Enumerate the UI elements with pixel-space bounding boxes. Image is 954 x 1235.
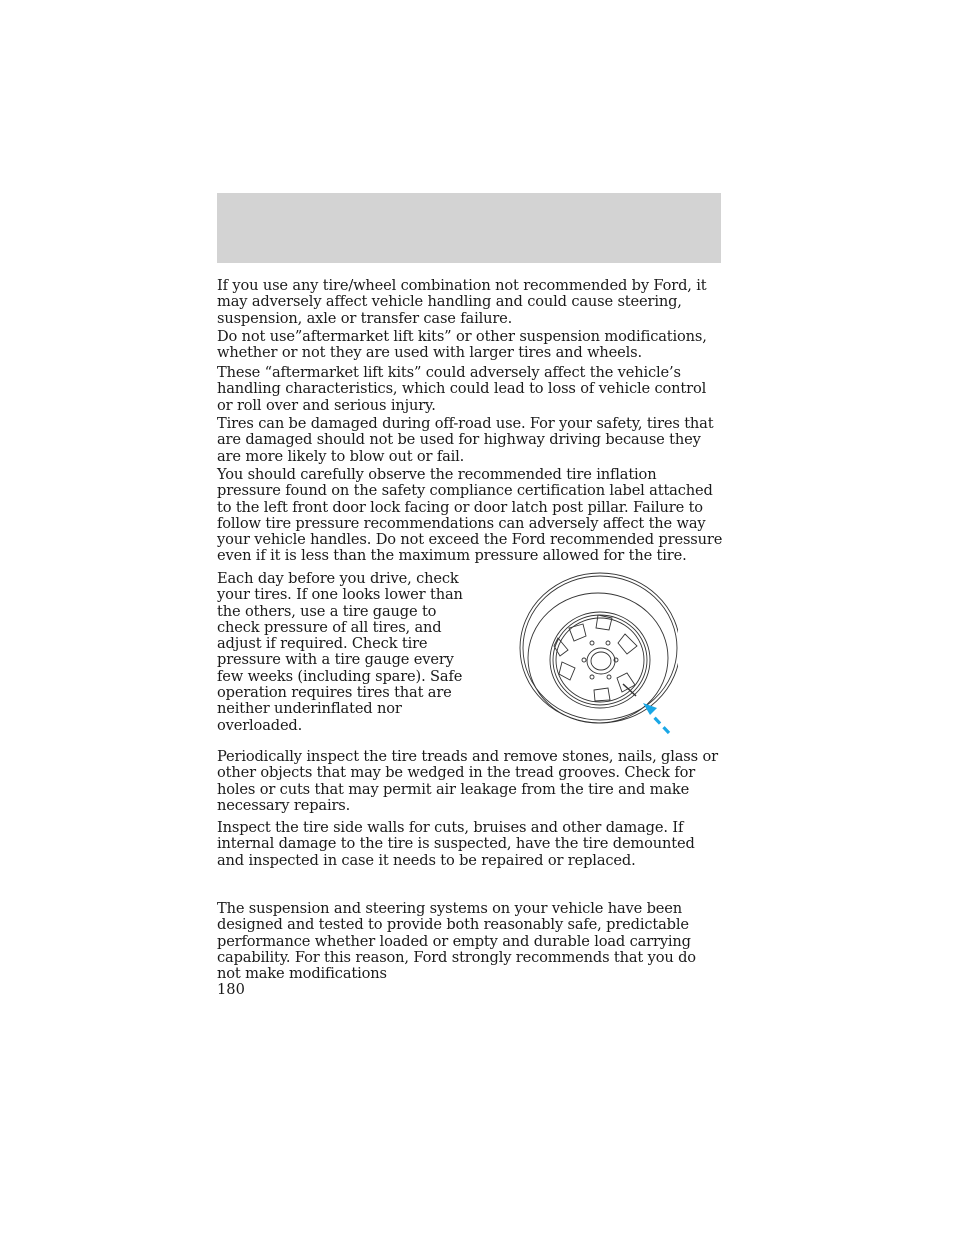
paragraph-tire-combination: If you use any tire/wheel combination not recommended by Ford, it may adversely affect vehicle handling and could cause steering, suspension, axle or transfer case failure. xyxy=(217,277,707,327)
page-number: 180 xyxy=(217,981,245,998)
paragraph-inflation-pressure: You should carefully observe the recommended tire inflation pressure found on the safety compliance certification label attached to the left front door lock facing or door latch post pillar. Failure to follow tire pressure recommendations can adversely affect the way your vehicle handles. Do not exceed the Ford recommended pressure even if it is less than the maximum pressure allowed for the tire. xyxy=(217,466,723,565)
paragraph-off-road-damage: Tires can be damaged during off-road use. For your safety, tires that are damaged should not be used for highway driving because they are more likely to blow out or fail. xyxy=(217,415,714,465)
tire-valve-stem-icon xyxy=(512,568,678,736)
paragraph-tread-inspection: Periodically inspect the tire treads and remove stones, nails, glass or other objects that may be wedged in the tread grooves. Check for holes or cuts that may permit air leakage from the tire and make necessary repairs. xyxy=(217,748,718,814)
paragraph-daily-check: Each day before you drive, check your tires. If one looks lower than the others, use a tire gauge to check pressure of all tires, and adjust if required. Check tire pressure with a tire gauge every few weeks (including spare). Safe operation requires tires that are neither underinflated nor overloaded. xyxy=(217,570,463,734)
tire-illustration xyxy=(512,568,678,736)
paragraph-lift-kits-effects: These “aftermarket lift kits” could adversely affect the vehicle’s handling characteristics, which could lead to loss of vehicle control or roll over and serious injury. xyxy=(217,364,707,414)
paragraph-suspension-steering: The suspension and steering systems on your vehicle have been designed and tested to provide both reasonably safe, predictable performance whether loaded or empty and durable load carrying capability. For this reason, Ford strongly recommends that you do not make modifications xyxy=(217,900,696,983)
paragraph-lift-kits: Do not use”aftermarket lift kits” or other suspension modifications, whether or not they are used with larger tires and wheels. xyxy=(217,328,707,362)
section-header-band xyxy=(217,193,721,263)
paragraph-sidewall-inspection: Inspect the tire side walls for cuts, bruises and other damage. If internal damage to the tire is suspected, have the tire demounted and inspected in case it needs to be repaired or replaced. xyxy=(217,819,695,869)
